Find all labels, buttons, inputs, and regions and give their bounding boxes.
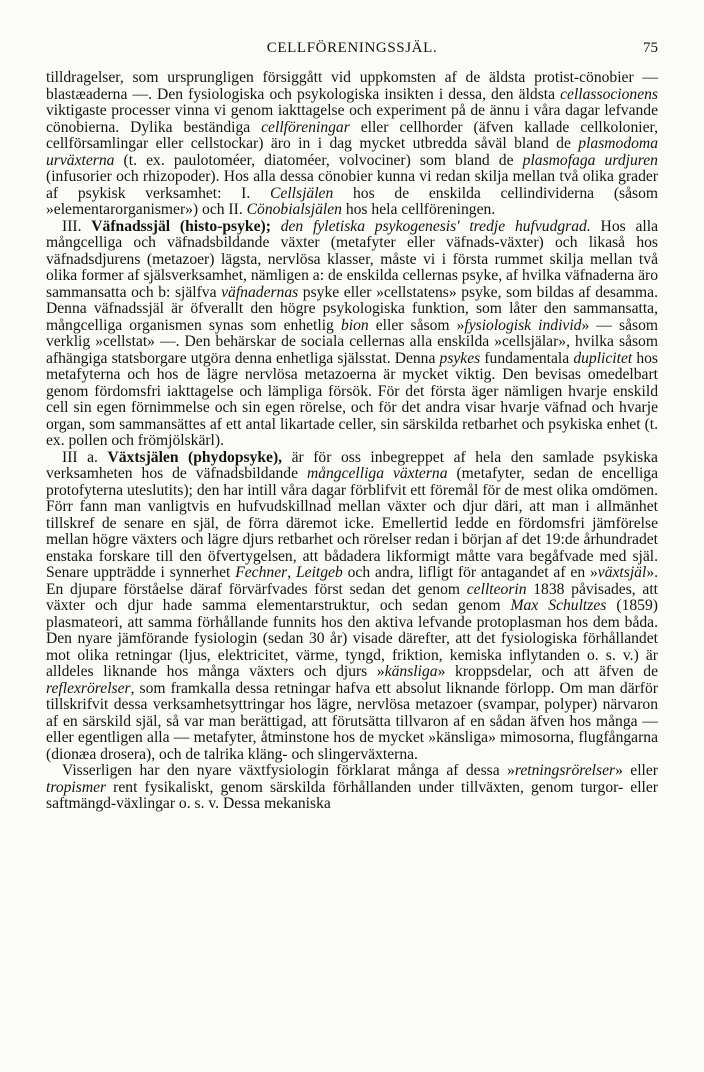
italic-text: känsliga: [384, 663, 438, 680]
text-run: (t. ex. paulotoméer, diatoméer, volvociner) som bland de: [114, 151, 523, 169]
text-run: Visserligen har den nyare växtfysiologin förklarat många af dessa »: [62, 762, 515, 779]
paragraph: [46, 450, 658, 764]
text-run: Hos alla mångcelliga och väfnadsbildande växter (metafyter eller väfnads-växter) och likaså hos väfnadsdjurens (metazoer) lägsta, nervlösa klasser, måste vi i första rummet skilja mellan två olika former af själsverksamhet, nämligen a: de enskilda cellernas psyke, af hvilka väfnaderna äro sammansatta och b: själfva: [46, 217, 658, 301]
text-run: III a.: [62, 448, 108, 466]
bold-heading: Växtsjälen (phydopsyke),: [107, 448, 283, 466]
italic-text: plasmofaga urdjuren: [522, 151, 658, 169]
text-run: 1838 påvisades, att växter och djur hade samma elementarstruktur, och sedan genom: [46, 580, 659, 614]
paragraph: [46, 70, 658, 219]
italic-text: duplicitet: [573, 349, 633, 367]
italic-text: Fechner: [235, 564, 288, 581]
text-run: eller såsom »: [368, 316, 465, 334]
italic-text: cellföreningar: [261, 118, 350, 136]
italic-text: Leitgeb: [295, 564, 343, 581]
italic-text: reflexrörelser: [46, 679, 131, 697]
text-run: (infusorier och rhizopoder). Hos alla dessa cönobier kunna vi redan skilja mellan två olika grader af psykisk verksamhet: I.: [46, 168, 658, 202]
text-run: ,: [287, 564, 296, 581]
italic-text: plasmodoma urväxterna: [46, 135, 658, 169]
text-run: [271, 218, 281, 235]
italic-text: cellteorin: [466, 580, 527, 598]
text-run: ». En djupare förståelse däraf förvärfvades först sedan det genom: [46, 564, 659, 598]
paragraph: [46, 219, 658, 450]
italic-text: Cellsjälen: [270, 184, 334, 202]
italic-text: bion: [340, 316, 369, 334]
italic-text: Max Schultzes: [510, 597, 607, 614]
paragraph: [46, 763, 658, 813]
text-run: fundamentala: [480, 349, 574, 367]
body-text: [46, 70, 658, 813]
text-run: hos metafyterna och hos de lägre nervlösa metazoerna är mycket viktig. Den bevisas omedelbart genom fördomsfri iakttagelse och lämpliga försök. För det första äger nämligen hvarje enskild cell sin egen förnimmelse och sin egen rörelse, och för det andra visar hvarje väfnad och hvarje organ, som sammansättes af ett antal likartade celler, sin särskilda retbarhet och psykiska enhet (t. ex. pollen och frömjölskärl).: [46, 349, 658, 449]
italic-text: tropismer: [46, 778, 107, 796]
text-run: hos de enskilda cellindividerna (såsom »elementarorganismer») och II.: [46, 184, 658, 218]
page-header: [46, 40, 658, 60]
running-head: CELLFÖRENINGSSJÄL.: [266, 40, 438, 56]
italic-text: psykes: [439, 349, 481, 367]
italic-text: Cönobialsjälen: [246, 201, 342, 218]
text-run: psyke eller »cellstatens» psyke, som bildas af desamma. Denna väfnadssjäl är öfverallt den högre psykologiska funktion, som låter den sammansatta, mångcelliga organismen synas som enhetlig: [46, 283, 658, 334]
text-run: » eller: [615, 762, 658, 779]
bold-heading: Väfnadssjäl (histo-psyke);: [91, 217, 271, 235]
text-run: viktigaste processer vinna vi genom iakttagelse och experiment på de ännu i våra dagar lefvande cönobierna. Dylika beständiga: [46, 102, 658, 136]
text-run: , som framkalla dessa retningar hafva ett absolut liknande förlopp. Om man därför tillskrifvit dessa verksamhetsyttringar hos lägre, nervlösa metazoer (svampar, polyper) närvaron af en särskild själ, så var man berättigad, att förutsätta tillvaron af en sådan äfven hos många — eller egentligen alla — metafyter, åtminstone hos de mycket »känsliga» mimosorna, flugfångarna (dionæa drosera), och de talrika kläng- och slingerväxterna.: [46, 679, 658, 763]
text-run: (1859) plasmateori, att samma förhållande funnits hos den aktiva lefvande protoplasman hos dem båda. Den nyare jämförande fysiologin (sedan 30 år) visade därefter, att det fysiologiska förhållandet mot olika retningar (ljus, elektricitet, värme, tyngd, friktion, kemiska inflytanden o. s. v.) är alldeles liknande hos många växters och djurs »: [46, 597, 658, 680]
text-run: » kroppsdelar, och att äfven de: [437, 663, 659, 680]
text-run: tilldragelser, som ursprungligen försiggått vid uppkomsten af de äldsta protist-cönobier — blastæaderna —. Den fysiologiska och psykologiska insikten i dessa, den äldsta: [46, 69, 658, 103]
text-run: » — såsom verklig »cellstat» —. Den behärskar de sociala cellernas alla enskilda »cellsjälar», hvilka såsom afhängiga statsborgare utgöra denna enhetliga själsstat. Denna: [46, 316, 659, 367]
italic-text: retningsrörelser: [514, 762, 616, 779]
italic-text: den fyletiska psykogenesis' tredje hufvudgrad.: [280, 217, 591, 235]
text-run: och andra, lifligt för antagandet af en »: [342, 564, 598, 581]
italic-text: cellassocionens: [560, 85, 658, 103]
text-run: är för oss inbegreppet af hela den samlade psykiska verksamheten hos de väfnadsbildande: [46, 448, 658, 482]
page-number: 75: [643, 40, 658, 56]
text-run: (metafyter, sedan de encelliga protofyterna uteslutits); den har intill våra dagar förblifvit ett föremål för de mest olika omdömen. Förr fann man vanligtvis en hufvudskillnad mellan växter och djur däri, att man i allmänhet tillskref de senare en själ, de förra däremot icke. Emellertid ledde en fördomsfri jämförelse mellan högre växters och lägre djurs retbarhet och rörelser redan i början af det 19:de århundradet enstaka forskare till den öfvertygelsen, att bådadera likformigt måtte vara begåfvade med själ. Senare uppträdde i synnerhet: [46, 465, 658, 581]
italic-text: väfnadernas: [221, 283, 299, 301]
italic-text: fysiologisk individ: [464, 316, 582, 334]
text-run: eller cellhorder (äfven kallade cellkolonier, cellförsamlingar eller cellstockar) äro in i dag mycket utbredda såväl bland de: [46, 118, 658, 152]
text-run: hos hela cellföreningen.: [341, 201, 496, 218]
italic-text: mångcelliga växterna: [306, 465, 448, 482]
text-run: III.: [62, 217, 92, 235]
text-run: rent fysikaliskt, genom särskilda förhållanden under tillväxten, genom turgor- eller saftmängd-växlingar o. s. v. Dessa mekaniska: [46, 778, 658, 812]
italic-text: växtsjäl: [597, 564, 647, 581]
